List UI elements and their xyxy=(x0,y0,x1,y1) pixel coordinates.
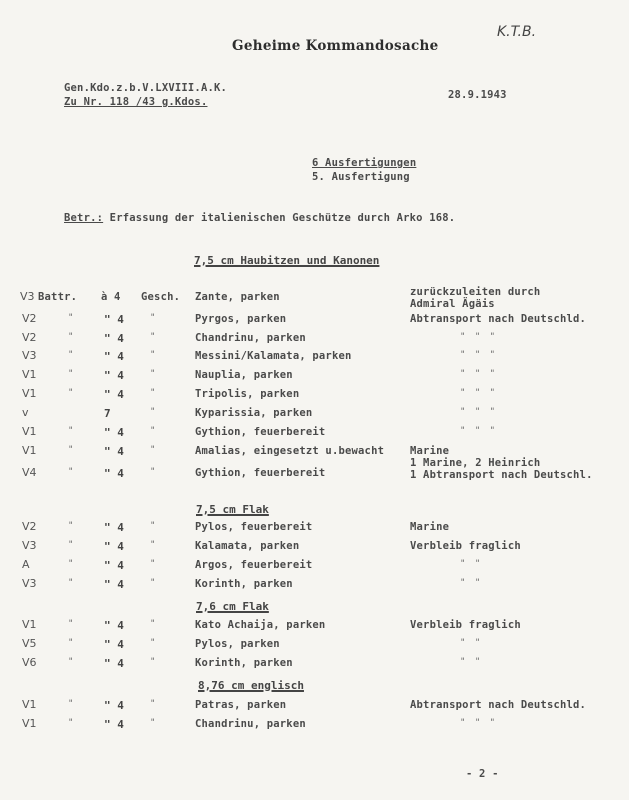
remark: Marine xyxy=(410,445,450,457)
ditto-battr: " xyxy=(68,638,74,648)
location-status: Patras, parken xyxy=(195,699,287,711)
row-check-mark: V2 xyxy=(22,520,37,533)
gun-count: " 4 xyxy=(104,657,124,670)
ditto-gesch: " xyxy=(150,445,156,455)
ditto-battr: " xyxy=(68,332,74,342)
remark: Abtransport nach Deutschld. xyxy=(410,313,587,325)
gun-count: " 4 xyxy=(104,699,124,712)
remark: " " " xyxy=(460,332,498,342)
location-status: Nauplia, parken xyxy=(195,369,293,381)
ditto-gesch: " xyxy=(150,521,156,531)
ditto-gesch: " xyxy=(150,313,156,323)
remark: " " xyxy=(460,559,483,569)
location-status: Chandrinu, parken xyxy=(195,718,306,730)
gun-count: " 4 xyxy=(104,332,124,345)
copies-line-2: 5. Ausfertigung xyxy=(312,171,410,183)
row-check-mark: V1 xyxy=(22,368,37,381)
row-check-mark: V2 xyxy=(22,331,37,344)
gun-count: " 4 xyxy=(104,521,124,534)
location-status: Pyrgos, parken xyxy=(195,313,287,325)
ditto-battr: " xyxy=(68,467,74,477)
ditto-gesch: " xyxy=(150,718,156,728)
ditto-gesch: " xyxy=(150,578,156,588)
remark: " " " xyxy=(460,388,498,398)
ditto-gesch: " xyxy=(150,426,156,436)
remark: " " " xyxy=(460,369,498,379)
ditto-battr: " xyxy=(68,699,74,709)
row-check-mark: V1 xyxy=(22,387,37,400)
location-status: Zante, parken xyxy=(195,291,280,303)
ditto-battr: " xyxy=(68,445,74,455)
remark: Abtransport nach Deutschld. xyxy=(410,699,587,711)
ditto-gesch: " xyxy=(150,332,156,342)
ditto-gesch: " xyxy=(150,350,156,360)
row-check-mark: V1 xyxy=(22,698,37,711)
ditto-gesch: " xyxy=(150,369,156,379)
column-header-a4: à 4 xyxy=(101,291,121,303)
row-check-mark: V2 xyxy=(22,312,37,325)
location-status: Gythion, feuerbereit xyxy=(195,426,326,438)
location-status: Kalamata, parken xyxy=(195,540,300,552)
ditto-gesch: " xyxy=(150,540,156,550)
location-status: Tripolis, parken xyxy=(195,388,300,400)
location-status: Chandrinu, parken xyxy=(195,332,306,344)
row-check-mark: V3 xyxy=(20,290,35,303)
remark: 1 Abtransport nach Deutschl. xyxy=(410,469,593,481)
ditto-gesch: " xyxy=(150,467,156,477)
column-header-gesch: Gesch. xyxy=(141,291,181,303)
row-check-mark: V1 xyxy=(22,717,37,730)
gun-count: " 4 xyxy=(104,445,124,458)
location-status: Amalias, eingesetzt u.bewacht xyxy=(195,445,385,457)
location-status: Korinth, parken xyxy=(195,578,293,590)
remark: " " xyxy=(460,638,483,648)
page-number: - 2 - xyxy=(466,768,499,780)
gun-count: " 4 xyxy=(104,540,124,553)
ditto-battr: " xyxy=(68,521,74,531)
remark: zurückzuleiten durch xyxy=(410,286,541,298)
remark: Verbleib fraglich xyxy=(410,540,521,552)
gun-count: " 4 xyxy=(104,467,124,480)
remark: " " xyxy=(460,578,483,588)
ditto-battr: " xyxy=(68,619,74,629)
ditto-gesch: " xyxy=(150,638,156,648)
subject-text: Erfassung der italienischen Geschütze durch Arko 168. xyxy=(109,212,456,224)
subject-label: Betr.: xyxy=(64,212,104,224)
remark: 1 Marine, 2 Heinrich xyxy=(410,457,541,469)
location-status: Kyparissia, parken xyxy=(195,407,313,419)
ditto-battr: " xyxy=(68,369,74,379)
document-date: 28.9.1943 xyxy=(448,89,507,101)
gun-count: 7 xyxy=(104,407,111,420)
ditto-battr: " xyxy=(68,657,74,667)
gun-count: " 4 xyxy=(104,559,124,572)
location-status: Argos, feuerbereit xyxy=(195,559,313,571)
gun-count: " 4 xyxy=(104,369,124,382)
remark: " " " xyxy=(460,426,498,436)
remark: " " " xyxy=(460,718,498,728)
sender-line-1: Gen.Kdo.z.b.V.LXVIII.A.K. xyxy=(64,82,228,94)
ditto-battr: " xyxy=(68,426,74,436)
location-status: Messini/Kalamata, parken xyxy=(195,350,352,362)
gun-count: " 4 xyxy=(104,718,124,731)
ditto-battr: " xyxy=(68,578,74,588)
gun-count: " 4 xyxy=(104,619,124,632)
ditto-gesch: " xyxy=(150,657,156,667)
ditto-battr: " xyxy=(68,718,74,728)
ditto-gesch: " xyxy=(150,619,156,629)
ditto-battr: " xyxy=(68,559,74,569)
location-status: Pylos, feuerbereit xyxy=(195,521,313,533)
location-status: Korinth, parken xyxy=(195,657,293,669)
column-header-battr: Battr. xyxy=(38,291,78,303)
row-check-mark: V3 xyxy=(22,577,37,590)
row-check-mark: V1 xyxy=(22,618,37,631)
ditto-gesch: " xyxy=(150,699,156,709)
section-title: 7,5 cm Haubitzen und Kanonen xyxy=(194,254,380,267)
location-status: Gythion, feuerbereit xyxy=(195,467,326,479)
sender-line-2: Zu Nr. 118 /43 g.Kdos. xyxy=(64,96,208,108)
ditto-battr: " xyxy=(68,313,74,323)
remark: Verbleib fraglich xyxy=(410,619,521,631)
row-check-mark: v xyxy=(22,406,29,419)
ditto-battr: " xyxy=(68,388,74,398)
subject-line xyxy=(64,212,455,224)
gun-count: " 4 xyxy=(104,313,124,326)
ditto-battr: " xyxy=(68,350,74,360)
row-check-mark: V6 xyxy=(22,656,37,669)
row-check-mark: V3 xyxy=(22,539,37,552)
row-check-mark: V1 xyxy=(22,425,37,438)
gun-count: " 4 xyxy=(104,350,124,363)
location-status: Pylos, parken xyxy=(195,638,280,650)
gun-count: " 4 xyxy=(104,578,124,591)
ditto-gesch: " xyxy=(150,559,156,569)
section-title: 7,6 cm Flak xyxy=(196,600,269,613)
remark: Marine xyxy=(410,521,450,533)
remark: Admiral Ägäis xyxy=(410,298,495,310)
section-title: 7,5 cm Flak xyxy=(196,503,269,516)
location-status: Kato Achaija, parken xyxy=(195,619,326,631)
row-check-mark: V4 xyxy=(22,466,37,479)
classification-heading: Geheime Kommandosache xyxy=(232,38,439,54)
row-check-mark: A xyxy=(22,558,30,571)
gun-count: " 4 xyxy=(104,638,124,651)
gun-count: " 4 xyxy=(104,426,124,439)
ditto-gesch: " xyxy=(150,388,156,398)
ditto-gesch: " xyxy=(150,407,156,417)
handwritten-note: K.T.B. xyxy=(497,24,537,40)
copies-line-1: 6 Ausfertigungen xyxy=(312,157,417,169)
row-check-mark: V5 xyxy=(22,637,37,650)
remark: " " " xyxy=(460,407,498,417)
row-check-mark: V3 xyxy=(22,349,37,362)
gun-count: " 4 xyxy=(104,388,124,401)
ditto-battr: " xyxy=(68,540,74,550)
row-check-mark: V1 xyxy=(22,444,37,457)
remark: " " " xyxy=(460,350,498,360)
remark: " " xyxy=(460,657,483,667)
section-title: 8,76 cm englisch xyxy=(198,679,304,692)
